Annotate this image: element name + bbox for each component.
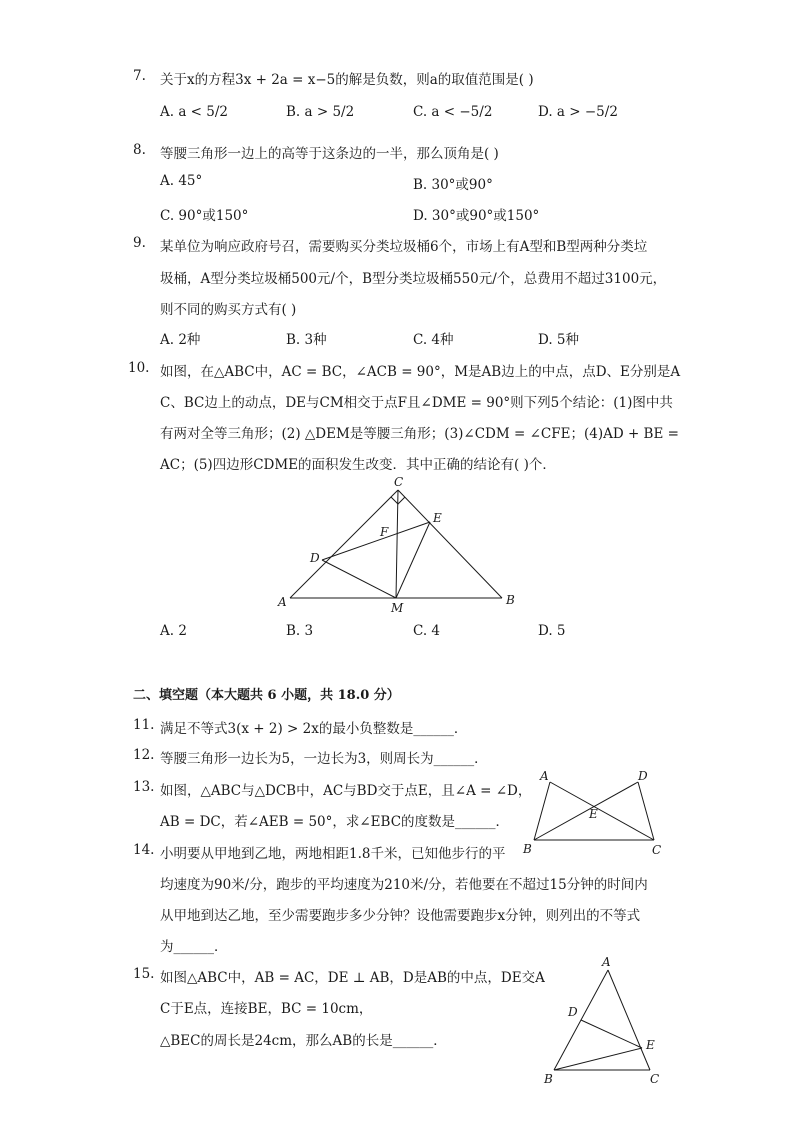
q10-line-2: C、BC边上的动点，DE与CM相交于点F且∠DME = 90°则下列5个结论：(1)图中共 [160,395,673,411]
q15-line-1: 如图△ABC中，AB = AC，DE ⊥ AB，D是AB的中点，DE交A [160,970,545,986]
q8-text: 等腰三角形一边上的高等于这条边的一半，那么顶角是( ) [160,146,499,162]
q15-label-b: B [544,1072,553,1086]
q8-option-a: A. 45° [160,173,203,189]
q10-option-b: B. 3 [286,623,314,639]
q8-option-b: B. 30°或90° [413,177,493,193]
q9-line-1: 某单位为响应政府号召，需要购买分类垃圾桶6个，市场上有A型和B型两种分类垃 [160,239,648,255]
q10-option-a: A. 2 [160,623,187,639]
q13-figure [520,766,670,858]
q10-label-d: D [310,551,320,565]
q10-label-f: F [380,525,389,539]
q7-text: 关于x的方程3x + 2a = x−5的解是负数，则a的取值范围是( ) [160,72,534,88]
q15-number: 15. [133,966,155,982]
q14-line-2: 均速度为90米/分，跑步的平均速度为210米/分，若他要在不超过15分钟的时间内 [160,877,648,893]
q10-figure [270,474,530,619]
q9-option-a: A. 2种 [160,332,201,348]
q8-option-d: D. 30°或90°或150° [413,208,540,224]
q10-option-d: D. 5 [538,623,566,639]
q10-seg-de [322,522,430,560]
q13-label-c: C [652,843,662,857]
q7-option-d: D. a > −5/2 [538,104,618,120]
q15-seg-de [581,1020,642,1048]
q10-option-c: C. 4 [413,623,441,639]
q15-seg-be [554,1048,642,1070]
q13-label-a: A [540,769,549,783]
q10-line-3: 有两对全等三角形；(2) △DEM是等腰三角形；(3)∠CDM = ∠CFE；(4)AD + BE = [160,426,679,442]
q13-seg-dc [638,782,654,840]
q15-label-c: C [650,1072,660,1086]
q13-seg-ac [550,782,654,840]
q9-option-d: D. 5种 [538,332,580,348]
q9-option-b: B. 3种 [286,332,327,348]
q14-line-4: 为______． [160,939,228,955]
q7-number: 7. [133,68,146,84]
q10-label-b: B [506,593,515,607]
q14-line-3: 从甲地到达乙地，至少需要跑步多少分钟？设他需要跑步x分钟，则列出的不等式 [160,908,641,924]
q15-label-a: A [602,955,611,969]
q7-option-c: C. a < −5/2 [413,104,493,120]
q13-line-1: 如图，△ABC与△DCB中，AC与BD交于点E，且∠A = ∠D， [160,783,532,799]
q13-seg-db [534,782,638,840]
q9-number: 9. [133,235,146,251]
q10-label-e: E [433,511,442,525]
q15-label-e: E [646,1038,655,1052]
q13-seg-ab [534,782,550,840]
q13-number: 13. [133,779,155,795]
q10-seg-em [396,522,430,598]
q9-line-2: 圾桶，A型分类垃圾桶500元/个，B型分类垃圾桶550元/个，总费用不超过3100元， [160,271,667,287]
section-2-title: 二、填空题（本大题共 6 小题，共 18.0 分） [133,688,400,703]
q13-label-e: E [589,807,598,821]
q10-seg-bc [398,490,502,598]
q13-label-d: D [638,769,648,783]
q9-line-3: 则不同的购买方式有( ) [160,302,297,318]
q13-line-2: AB = DC，若∠AEB = 50°，求∠EBC的度数是______． [160,814,510,830]
q9-option-c: C. 4种 [413,332,454,348]
q10-label-c: C [394,475,404,489]
q7-option-b: B. a > 5/2 [286,104,355,120]
q14-number: 14. [133,842,155,858]
q11-number: 11. [133,717,155,733]
q10-label-m: M [391,601,404,615]
q10-line-4: AC；(5)四边形CDME的面积发生改变．其中正确的结论有( )个． [160,457,556,473]
q10-seg-ac [290,490,398,598]
q10-seg-dm [322,560,396,598]
q15-line-2: C于E点，连接BE，BC = 10cm， [160,1001,373,1017]
q10-seg-cm [396,490,398,598]
q10-number: 10. [128,360,150,376]
q8-number: 8. [133,142,146,158]
q7-option-a: A. a < 5/2 [160,104,229,120]
q12-text: 等腰三角形一边长为5，一边长为3，则周长为______． [160,751,488,767]
q8-option-c: C. 90°或150° [160,208,249,224]
q11-text: 满足不等式3(x + 2) > 2x的最小负整数是______． [160,721,468,737]
q10-line-1: 如图，在△ABC中，AC = BC，∠ACB = 90°，M是AB边上的中点，点D、E分别是A [160,364,681,380]
q14-line-1: 小明要从甲地到乙地，两地相距1.8千米，已知他步行的平 [160,846,506,862]
q15-figure [538,952,668,1092]
q10-label-a: A [278,595,287,609]
q15-label-d: D [568,1005,578,1019]
q15-line-3: △BEC的周长是24cm，那么AB的长是______． [160,1033,447,1049]
q13-label-b: B [523,842,532,856]
q12-number: 12. [133,747,155,763]
